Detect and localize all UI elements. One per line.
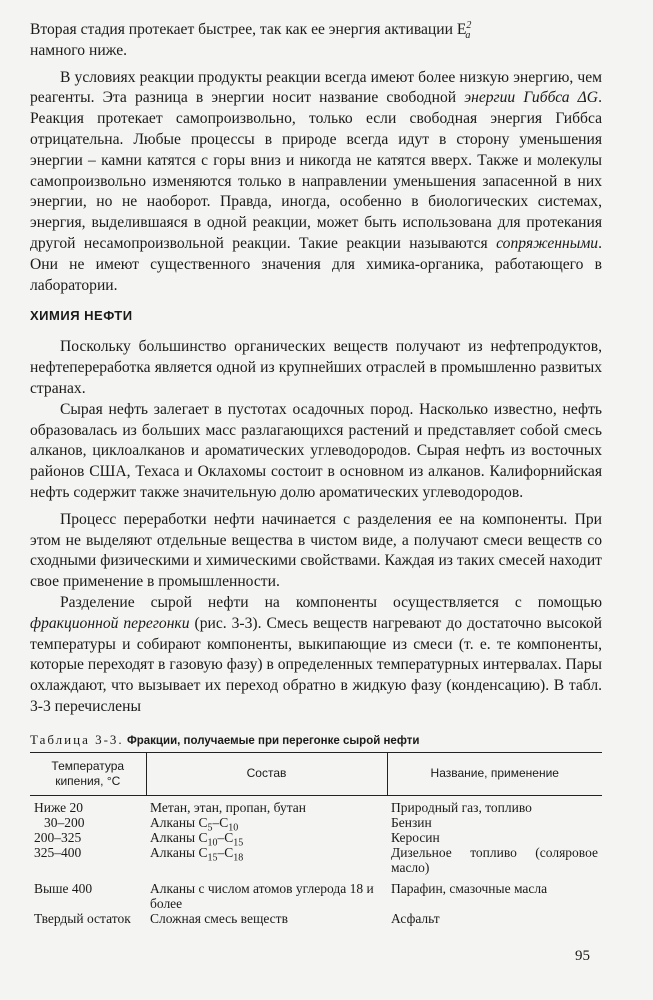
paragraph-6-part1: Разделение сырой нефти на компоненты осуществляется с помощью [60,593,602,611]
cell-use: Бензин [391,814,432,830]
table-row [30,815,602,830]
header-temperature: Температура кипения, °C [30,752,146,795]
paragraph-1 [30,20,602,62]
cell-temp: Ниже 20 [34,799,83,815]
table-caption-title: Фракции, получаемые при перегонке сырой нефти [126,734,420,747]
cell-comp-sub2: 18 [233,852,244,864]
paragraph-1-end: намного ниже. [30,41,128,59]
cell-comp-sub1: 10 [207,837,218,849]
paragraph-2-part1: В условиях реакции продукты реакции всегда имеют более низкую энергию, чем реагенты. Эта разница в энергии носит название свободной [30,68,602,107]
cell-comp-pre: Алканы C [150,829,208,845]
term-fractional-distillation: фракционной перегонки [30,614,190,632]
cell-temp: Твердый остаток [34,910,131,926]
cell-use: Природный газ, топливо [391,799,532,815]
cell-comp-sub2: 15 [233,837,244,849]
term-coupled: сопряженными [496,234,599,252]
cell-comp: Метан, этан, пропан, бутан [150,799,306,815]
cell-comp-sub1: 15 [207,852,218,864]
paragraph-5: Процесс переработки нефти начинается с разделения ее на компоненты. При этом не выделяют отдельные вещества в чистом виде, а получают смеси веществ со сходными физическими и химическими свойствами. Каждая из таких смесей находит свое применение в промышленности. [30,510,602,591]
paragraph-3: Поскольку большинство органических веществ получают из нефтепродуктов, нефтепереработка является одной из крупнейших отраслей в промышленно развитых странах. [30,338,602,397]
table-caption [30,732,602,748]
paragraph-1-text: Вторая стадия протекает быстрее, так как ее энергия активации E [30,21,467,38]
cell-comp: Сложная смесь веществ [150,910,288,926]
cell-comp [146,829,387,849]
table-caption-number: Таблица 3-3. [30,731,124,747]
cell-temp: 200–325 [34,829,82,845]
cell-comp-pre: Алканы C [150,814,208,830]
activation-energy-symbol [465,19,472,42]
paragraph-4: Сырая нефть залегает в пустотах осадочных пород. Насколько известно, нефть образовалась из больших масс разлагающихся растений и представляет собой смесь алканов, циклоалканов и ароматических углеводородов. Сырая нефть из восточных районов США, Техаса и Оклахомы состоит в основном из алканов. Калифорнийская нефть содержит также значительную долю ароматических углеводородов. [30,400,602,501]
cell-use: Парафин, смазочные масла [391,880,548,896]
page-number: 95 [575,948,590,964]
cell-comp [146,814,387,834]
fractions-table [30,752,602,926]
cell-comp-mid: –C [217,844,234,860]
table-row [30,795,602,815]
cell-comp-mid: –C [212,814,229,830]
paragraph-2-part3: . Они не имеют существенного значения для химика-органика, работающего в лаборатории. [30,234,602,294]
cell-use: Дизельное топливо (соляровое масло) [391,844,598,875]
section-title: ХИМИЯ НЕФТИ [30,308,133,324]
cell-temp: 30–200 [44,814,85,830]
table-row [30,830,602,845]
paragraph-6-part2: (рис. 3-3). Смесь веществ нагревают до достаточно высокой температуры и собирают компоненты, выкипающие из смеси (т. е. те компоненты, которые переходят в газовую фазу) в определенных температурных интервалах. Пары охлаждают, что вызывает их переход обратно в жидкую фазу (конденсацию). В табл. 3-3 перечислены [30,614,602,715]
table-row [30,911,602,926]
cell-comp: Алканы с числом атомов углерода 18 и более [150,880,374,911]
table-row [30,875,602,911]
table-header-row [30,752,602,795]
activation-energy-sup: 2 [466,19,472,31]
cell-comp-sub1: 5 [207,822,213,834]
cell-temp: 325–400 [34,844,82,860]
cell-comp-sub2: 10 [228,822,239,834]
text-block [30,20,602,926]
cell-comp [146,845,387,875]
paragraph-2 [30,68,602,297]
cell-comp-mid: –C [217,829,234,845]
paragraph-6 [30,593,602,718]
table-row [30,845,602,875]
activation-energy-sub: a [465,30,471,42]
cell-comp-pre: Алканы C [150,844,208,860]
cell-use: Асфальт [391,910,440,926]
paragraph-2-part2: . Реакция протекает самопроизвольно, только если свободная энергия Гиббса отрицательна. Любые процессы в природе всегда идут в сторону уменьшения энергии – камни катятся с горы вниз и никогда не катятся вверх. Также и молекулы самопроизвольно изменяются только в направлении уменьшения запасенной в них энергии, но не наоборот. Правда, иногда, особенно в биологических системах, энергия, выделившаяся в одной реакции, может быть использована для протекания другой несамопроизвольной реакции. Такие реакции называются [30,89,602,252]
cell-use: Керосин [391,829,440,845]
term-gibbs-energy: энергии Гиббса ΔG [464,89,599,107]
header-composition: Состав [146,752,387,795]
cell-temp: Выше 400 [34,880,93,896]
header-usage: Название, применение [387,752,602,795]
